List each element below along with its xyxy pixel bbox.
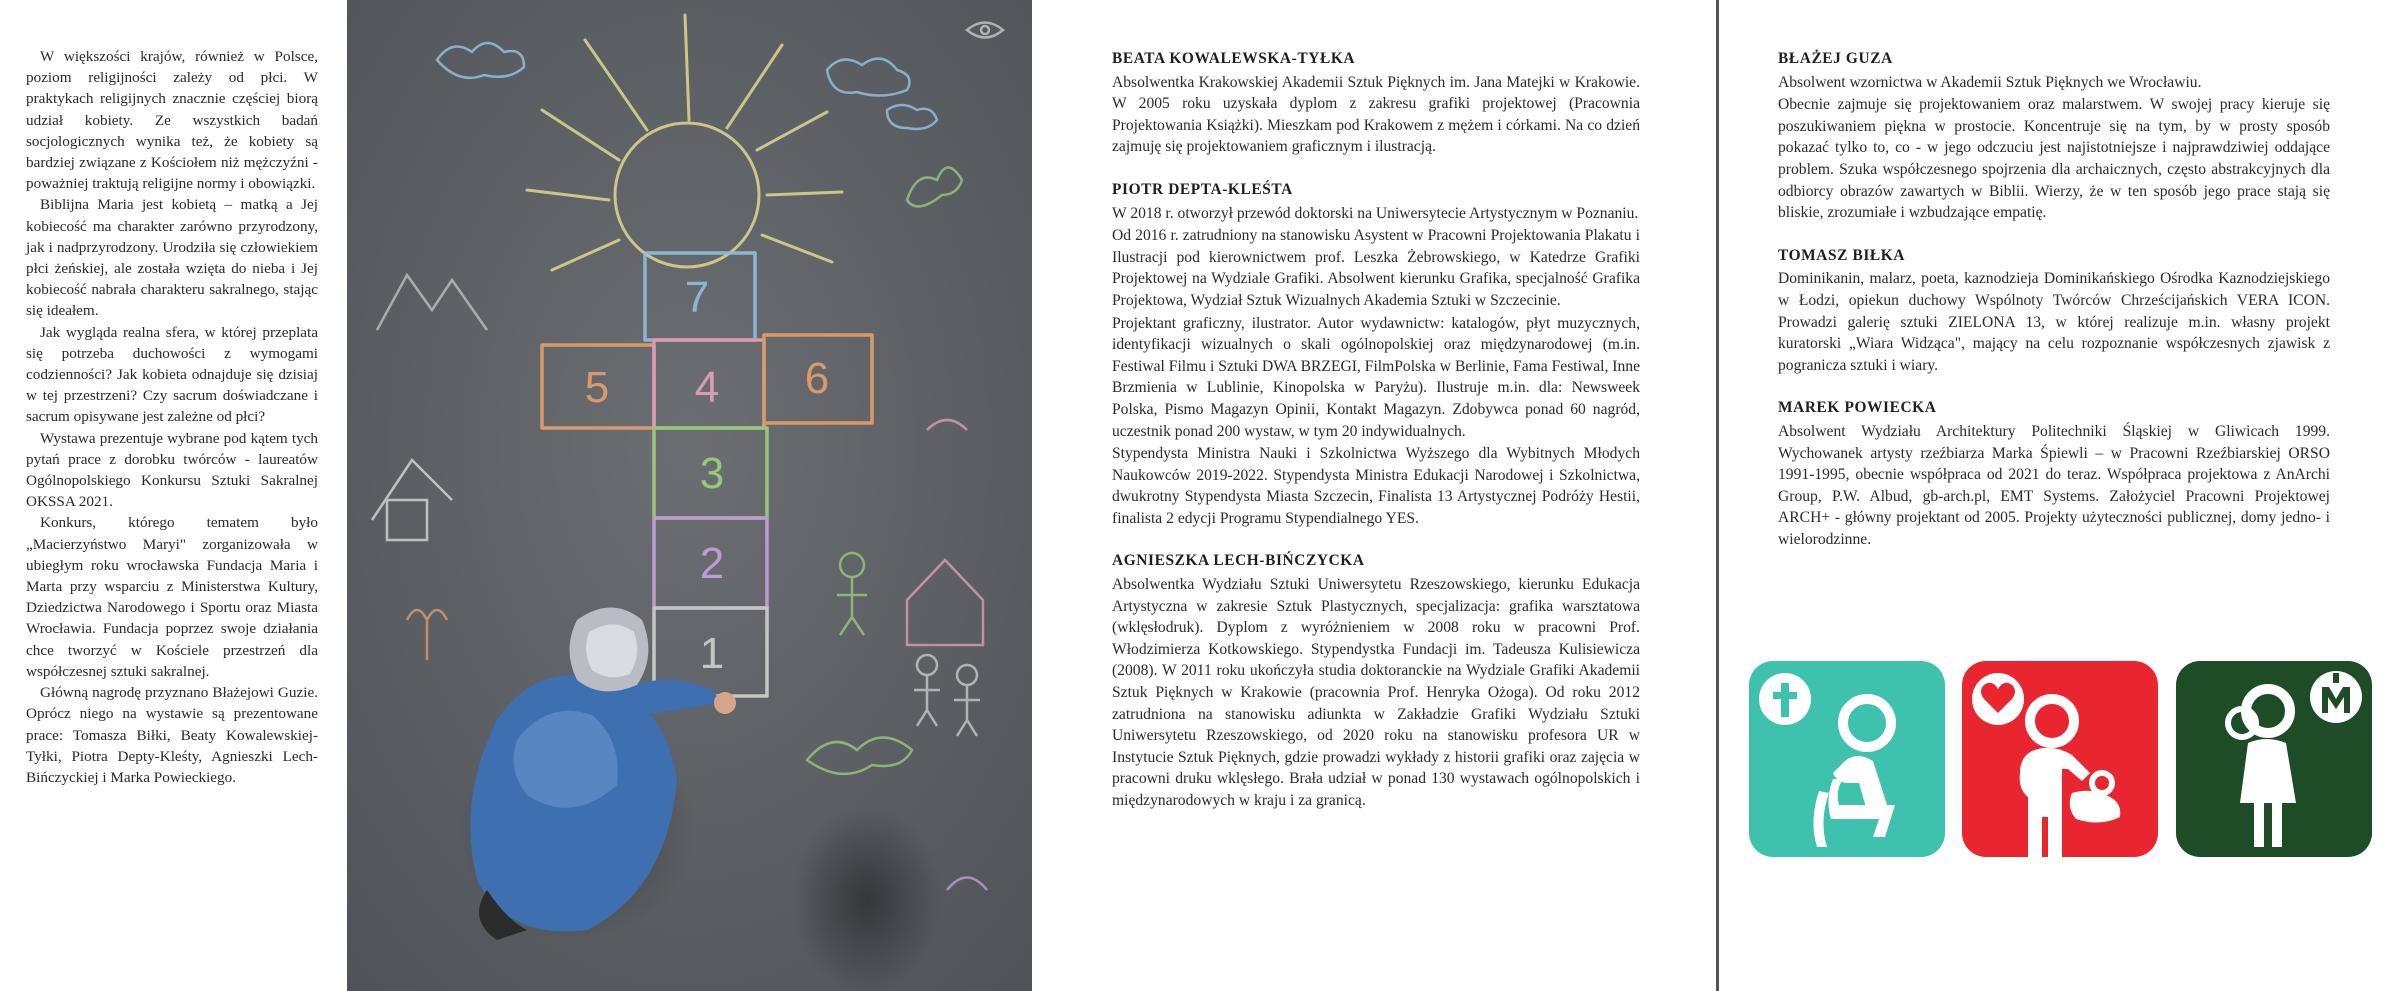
intro-paragraph: Konkurs, którego tematem było „Macierzyństwo Maryi" zorganizowała w ubiegłym roku wrocławska Fundacja Maria i Marta przy wsparciu z Ministerstwa Kultury, Dziedzictwa Narodowego i Sportu oraz Miasta Wrocławia. Fundacja poprzez swoje działania chce tworzyć w Kościele przestrzeń dla współczesnej sztuki sakralnej. <box>26 514 318 680</box>
bio-name: MAREK POWIECKA <box>1778 399 1937 417</box>
cross-seated-mother-icon <box>1749 661 1945 857</box>
hopscotch-number: 1 <box>699 629 725 678</box>
bio-paragraph: W 2018 r. otworzył przewód doktorski na Uniwersytecie Artystycznym w Poznaniu. <box>1112 204 1639 222</box>
intro-paragraph: W większości krajów, również w Polsce, poziom religijności zależy od płci. W praktykach religijnych znacznie częściej biorą udział kobiety. Ze wszystkich badań socjologicznych wynika też, że kobiety są bardziej związane z Kościołem niż mężczyźni - poważniej traktują religijne normy i obowiązki. <box>26 48 318 193</box>
chalk-hopscotch-photo <box>347 0 1032 991</box>
bio-blazej-guza <box>1778 48 2330 224</box>
bio-name: BŁAŻEJ GUZA <box>1778 50 1893 67</box>
bio-piotr-depta-klesta <box>1112 179 1640 530</box>
page-divider <box>1716 0 1719 991</box>
hopscotch-number: 5 <box>584 363 610 412</box>
hopscotch-number: 6 <box>804 354 830 403</box>
marian-monogram-mother-icon <box>2176 661 2372 857</box>
bio-paragraph: Stypendysta Ministra Nauki i Szkolnictwa Wyższego dla Wybitnych Młodych Naukowców 2019-2022. Stypendysta Ministra Edukacji Narodowej i Szkolnictwa, dwukrotny Stypendysta Miasta Szczecin, Finalista 13 Artystycznej Podróży Hestii, finalista 2 edycji Programu Stypendialnego YES. <box>1112 445 1640 527</box>
bio-paragraph: Projektant graficzny, ilustrator. Autor wydawnictw: katalogów, płyt muzycznych, identyfikacji wizualnych o skali ogólnopolskiej oraz międzynarodowej (m.in. Festiwal Filmu i Sztuki DWA BRZEGI, FilmPolska w Berlinie, Fama Festiwal, Inne Brzmienia w Lublinie, Kinopolska w Paryżu). Ilustruje m.in. dla: Newsweek Polska, Pismo Magazyn Opinii, Kontakt Magazyn. Zdobywca ponad 60 nagród, uczestnik ponad 200 wystaw, w tym 20 indywidualnych. <box>1112 314 1640 440</box>
photo-illustration <box>347 0 1032 991</box>
bio-paragraph: Od 2016 r. zatrudniony na stanowisku Asystent w Pracowni Projektowania Plakatu i Ilustracji pod kierownictwem prof. Leszka Żebrowskiego, w Katedrze Grafiki Projektowej na Wydziale Grafiki. Absolwent kierunku Grafika, specjalność Grafika Projektowa, Wydział Sztuk Wizualnych Akademia Sztuki w Szczecinie. <box>1112 227 1640 309</box>
heart-mother-changing-baby-icon <box>1962 661 2158 857</box>
bio-beata-kowalewska-tylka <box>1112 48 1640 158</box>
hopscotch-number: 3 <box>699 449 725 498</box>
bio-marek-powiecka <box>1778 397 2330 550</box>
intro-paragraph: Jak wygląda realna sfera, w której przeplata się potrzeba duchowości z wymogami codzienności? Jak kobieta odnajduje się dzisiaj w tej przestrzeni? Czy sacrum doświadczane i sacrum opisywane jest zależne od płci? <box>26 323 318 426</box>
intro-paragraph: Biblijna Maria jest kobietą – matką a Jej kobiecość ma charakter zarówno przyrodzony, jak i nadprzyrodzony. Urodziła się człowiekiem płci żeńskiej, ale została wzięta do nieba i Jej kobiecość nabrała charakteru sakralnego, stając się ideałem. <box>26 196 318 320</box>
bio-agnieszka-lech-binczycka <box>1112 550 1640 811</box>
bio-name: BEATA KOWALEWSKA-TYŁKA <box>1112 50 1356 67</box>
bio-name: AGNIESZKA LECH-BIŃCZYCKA <box>1112 552 1365 570</box>
bios-column-left <box>1112 48 1640 833</box>
intro-paragraph: Główną nagrodę przyznano Błażejowi Guzie. Oprócz niego na wystawie są prezentowane prace: Tomasza Biłki, Beaty Kowalewskiej-Tyłki, Piotra Depty-Kleśty, Agnieszki Lech-Bińczyckiej i Marka Powieckiego. <box>26 684 318 786</box>
bio-name: TOMASZ BIŁKA <box>1778 246 1906 264</box>
bio-paragraph: Absolwent Wydziału Architektury Politechniki Śląskiej w Gliwicach 1999. Wychowanek artysty rzeźbiarza Marka Śpiewli – w Pracowni Rzeźbiarskiej ORSO 1991-1995, obecnie współpraca od 2021 do teraz. Współpraca projektowa z AnArchi Group, P.W. Albud, gb-arch.pl, EMT Systems. Założyciel Pracowni Projektowej ARCH+ - główny projektant od 2005. Projekty użyteczności publicznej, domy jedno- i wielorodzinne. <box>1778 422 2330 548</box>
bio-paragraph: Absolwentka Krakowskiej Akademii Sztuk Pięknych im. Jana Matejki w Krakowie. W 2005 roku uzyskała dyplom z zakresu grafiki projektowej (Pracownia Projektowania Książki). Mieszkam pod Krakowem z mężem i córkami. Na co dzień zajmuję się projektowaniem graficznym i ilustracją. <box>1112 73 1640 156</box>
bio-name: PIOTR DEPTA-KLEŚTA <box>1112 180 1293 198</box>
hopscotch-number: 4 <box>694 363 720 412</box>
bio-tomasz-bilka <box>1778 245 2330 377</box>
hopscotch-number: 2 <box>699 539 725 588</box>
intro-text-column <box>26 46 318 788</box>
bio-paragraph: Dominikanin, malarz, poeta, kaznodzieja Dominikańskiego Ośrodka Kaznodziejskiego w Łodzi, opiekun duchowy Wspólnoty Twórców Chrześcijańskich VERA ICON. Prowadzi galerię sztuki ZIELONA 13, w której realizuje m.in. własny projekt kuratorski „Wiara Widząca", mający na celu rozpoznanie współczesnych zjawisk z pogranicza sztuki i wiary. <box>1778 270 2330 374</box>
bio-paragraph: Absolwent wzornictwa w Akademii Sztuk Pięknych we Wrocławiu. <box>1778 73 2202 91</box>
bio-paragraph: Absolwentka Wydziału Sztuki Uniwersytetu Rzeszowskiego, kierunku Edukacja Artystyczna w zakresie Sztuk Plastycznych, specjalizacja: grafika warsztatowa (wklęsłodruk). Dyplom z wyróżnieniem w 2008 roku w pracowni Prof. Włodzimierza Kotkowskiego. Stypendystka Fundacji im. Tadeusza Kulisiewicza (2008). W 2011 roku ukończyła studia doktoranckie na Wydziale Grafiki Akademii Sztuk Pięknych w Krakowie (pracownia Prof. Henryka Ożoga). Od roku 2012 zatrudniona na stanowisku adiunkta w Zakładzie Grafiki Wydziału Sztuki Uniwersytetu Rzeszowskiego, od 2020 roku na stanowisku profesora UR w Instytucie Sztuk Pięknych, gdzie prowadzi wykłady z historii grafiki oraz zajęcia w pracowni druku wklęsłego. Brała udział w ponad 130 wystawach ogólnopolskich i międzynarodowych w kraju i za granicą. <box>1112 576 1640 809</box>
bio-paragraph: Obecnie zajmuje się projektowaniem oraz malarstwem. W swojej pracy kieruje się poszukiwaniem piękna w prostocie. Koncentruje się na tym, by w prosty sposób pokazać tylko to, co - w jego odczuciu jest najistotniejsze i najprawdziwiej oddające problem. Szuka współczesnego spojrzenia dla archaicznych, często abstrakcyjnych dla odbiorcy obrazów zawartych w Biblii. Wierzy, że w ten sposób jego prace stają się bliskie, zrozumiałe i wzbudzające empatię. <box>1778 96 2330 222</box>
bios-column-right <box>1778 48 2330 571</box>
hopscotch-number: 7 <box>684 273 710 322</box>
intro-paragraph: Wystawa prezentuje wybrane pod kątem tych pytań prace z dorobku twórców - laureatów Ogólnopolskiego Konkursu Sztuki Sakralnej OKSSA 2021. <box>26 429 318 511</box>
